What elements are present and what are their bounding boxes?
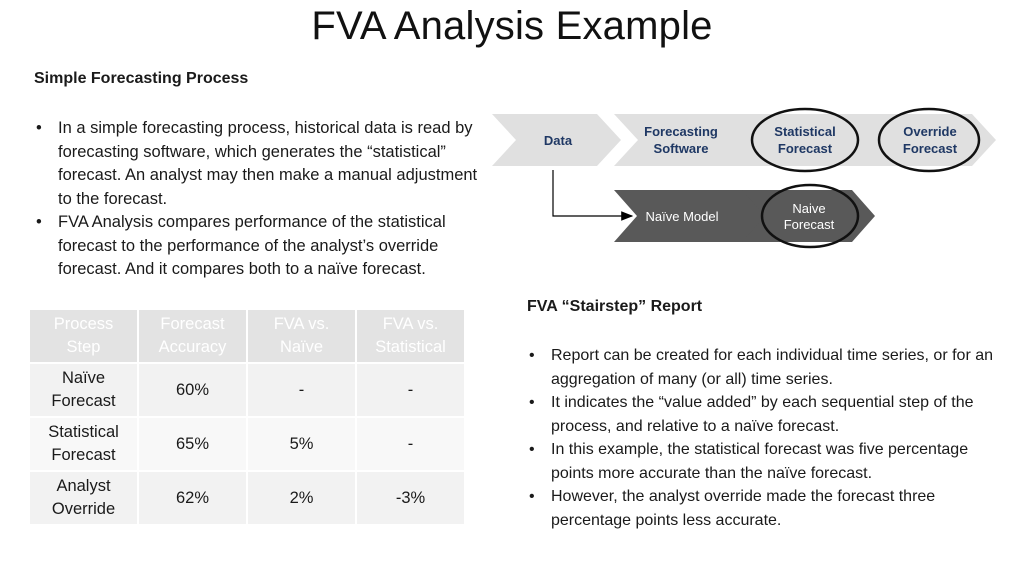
- flow-label-naive-model: Naïve Model: [645, 209, 719, 224]
- cell-vs-statistical: -3%: [356, 471, 465, 525]
- flow-label-forecasting: Forecasting: [644, 124, 718, 139]
- table-row: [30, 363, 465, 417]
- stairstep-report-bullets: [527, 344, 1007, 532]
- cell-vs-naive: -: [247, 363, 356, 417]
- cell-accuracy: 65%: [138, 417, 247, 471]
- flow-label-override: Override: [903, 124, 957, 139]
- header-forecast-accuracy: Forecast Accuracy: [138, 310, 247, 363]
- cell-step: Statistical Forecast: [30, 417, 138, 471]
- table-row: [30, 417, 465, 471]
- header-process-step: Process Step: [30, 310, 138, 363]
- table-row: [30, 471, 465, 525]
- cell-vs-naive: 2%: [247, 471, 356, 525]
- fva-stairstep-table: [30, 310, 466, 526]
- cell-step: Analyst Override: [30, 471, 138, 525]
- cell-accuracy: 60%: [138, 363, 247, 417]
- stairstep-report-heading: FVA “Stairstep” Report: [527, 298, 703, 315]
- bullet-item: • Report can be created for each individual time series, or for an aggregation of many (or all) time series.: [527, 344, 1007, 391]
- flow-label-statistical-forecast: Forecast: [777, 141, 833, 156]
- flow-label-software: Software: [653, 141, 709, 156]
- cell-vs-statistical: -: [356, 417, 465, 471]
- flow-label-override-forecast: Forecast: [902, 141, 958, 156]
- cell-step: Naïve Forecast: [30, 363, 138, 417]
- bullet-item: • However, the analyst override made the forecast three percentage points less accurate.: [527, 485, 1007, 532]
- header-fva-vs-statistical: FVA vs. Statistical: [356, 310, 465, 363]
- header-fva-vs-naive: FVA vs. Naïve: [247, 310, 356, 363]
- table-header-row: [30, 310, 465, 363]
- slide-title: FVA Analysis Example: [311, 4, 713, 48]
- bullet-item: • In this example, the statistical forecast was five percentage points more accurate than the naïve forecast.: [527, 438, 1007, 485]
- cell-vs-statistical: -: [356, 363, 465, 417]
- flow-label-statistical: Statistical: [774, 124, 836, 139]
- bullet-item: • It indicates the “value added” by each sequential step of the process, and relative to a naïve forecast.: [527, 391, 1007, 438]
- simple-process-heading: Simple Forecasting Process: [34, 70, 249, 87]
- bullet-item: • FVA Analysis compares performance of the statistical forecast to the performance of the analyst’s override forecast. And it compares both to a naïve forecast.: [34, 211, 479, 282]
- cell-accuracy: 62%: [138, 471, 247, 525]
- cell-vs-naive: 5%: [247, 417, 356, 471]
- bullet-item: • In a simple forecasting process, historical data is read by forecasting software, which generates the “statistical” forecast. An analyst may then make a manual adjustment to the forecast.: [34, 117, 479, 211]
- flow-label-data: Data: [543, 133, 573, 148]
- flow-label-naive-forecast: Forecast: [783, 217, 835, 232]
- chevron-forecasting-software: [614, 114, 767, 166]
- flow-label-naive: Naive: [792, 201, 826, 216]
